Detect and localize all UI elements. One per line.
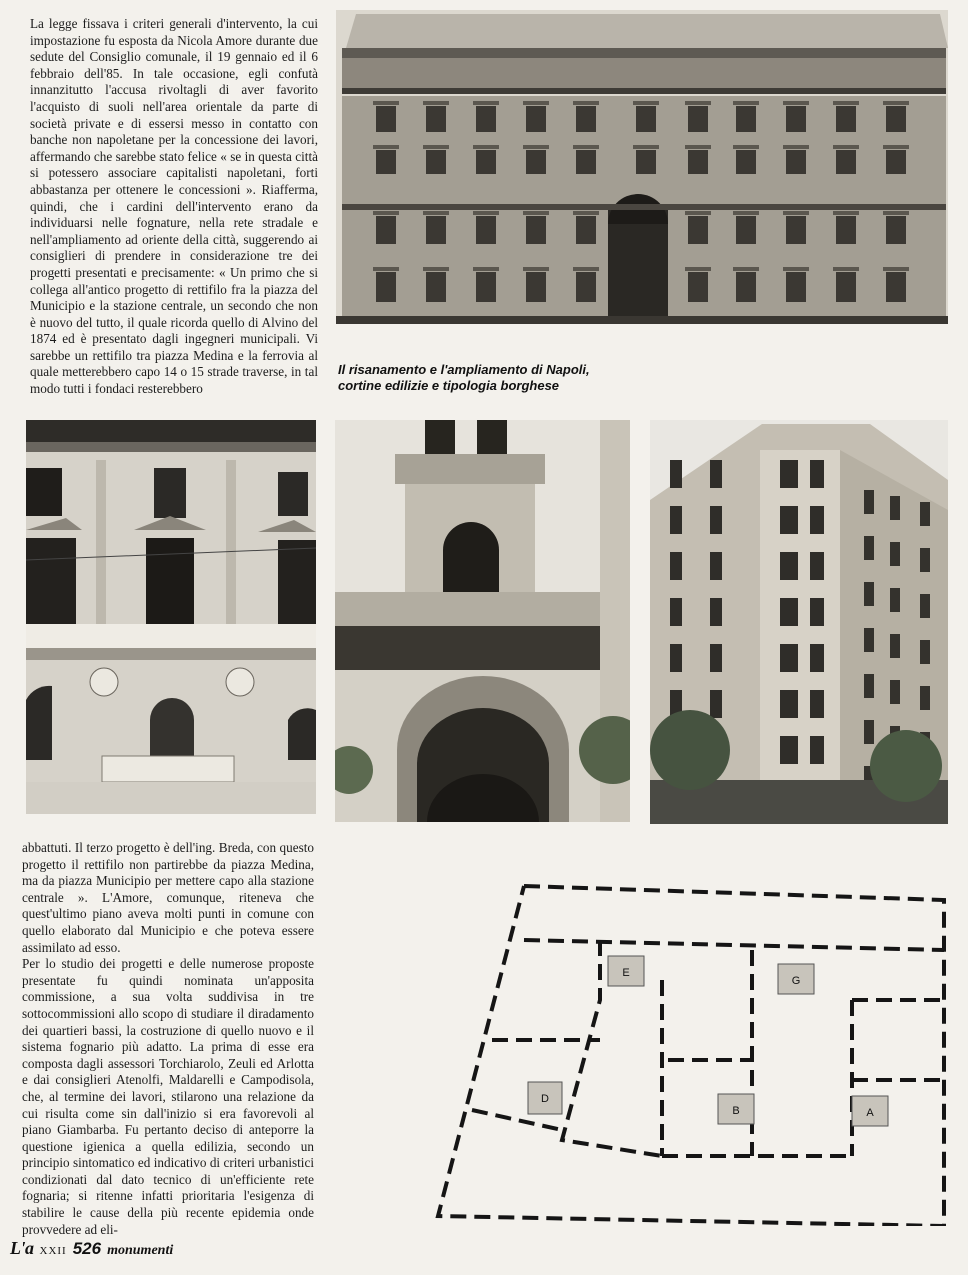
page-number: 526 <box>72 1239 102 1258</box>
article-column-bottom <box>22 840 314 1238</box>
article-column-top <box>30 16 318 398</box>
plan-label-a: A <box>866 1107 874 1119</box>
paragraph: abbattuti. Il terzo progetto è dell'ing. Breda, con questo progetto il rettifilo non partirebbe da piazza Medina, ma da piazza Municipio per mettere capo alla stazione centrale ». L'Amore, comunque, riteneva che quest'ultimo piano aveva molti punti in comune con quello elaborato dal Municipio e che poteva essere assimilato ad esso. <box>22 840 314 955</box>
paragraph: La legge fissava i criteri generali d'intervento, la cui impostazione fu esposta da Nicola Amore durante due sedute del Consiglio comunale, il 19 gennaio ed il 6 febbraio dell'85. In tale occasione, egli confutà innanzitutto l'accusa rivoltagli di aver favorito l'acquisto di suoli nell'area orientale da parte di società private e di essersi messo in contatto con banche non napoletane per la concessione dei lavori, affermando che sarebbe stato felice « se in questa città si potessero associare capitalisti napoletani, forti abbastanza per ottenere le concessioni ». Riafferma, quindi, che i cardini dell'intervento erano da individuarsi nelle fognature, nella rete stradale e nell'ampliamento ad oriente della città, suggerendo ai consiglieri di prendere in considerazione tre dei progetti presentati e precisamente: « Un primo che si collega all'antico progetto di rettifilo fra la piazza del Municipio e la stazione centrale, un secondo che non è nuovo del tutto, il quale ricorda quello di Alvino del 1874 ed è presentato dagli ingegneri municipali. Vi sarebbe un rettifilo tra piazza Medina e la ferrovia al quale metterebbero capo 14 o 15 strade traverse, in tal modo tutti i fondaci resterebbero <box>30 16 318 397</box>
plan-label-g: G <box>791 975 801 987</box>
caption-line-2: cortine edilizie e tipologia borghese <box>338 378 560 393</box>
volume-number: XXII <box>39 1245 67 1257</box>
page-footer <box>10 1238 173 1259</box>
plan-label-e: E <box>622 967 630 979</box>
photo-window-detail <box>26 420 316 814</box>
floor-plan-drawing <box>432 880 948 1226</box>
plan-label-b: B <box>732 1105 740 1117</box>
caption-line-1: Il risanamento e l'ampliamento di Napoli, <box>338 362 590 377</box>
photo-portal-detail <box>335 420 630 822</box>
section-name: monumenti <box>107 1243 174 1258</box>
facade-engraving <box>336 10 948 324</box>
plan-label-d: D <box>541 1093 549 1105</box>
photo-corner-building <box>650 420 948 824</box>
paragraph: Per lo studio dei progetti e delle numerose proposte presentate fu quindi nominata un'apposita commissione, a sua volta suddivisa in tre sottocommissioni allo scopo di studiare il diradamento dei quartieri bassi, la costruzione di quello nuovo e il sistema fognario più adatto. La prima di esse era composta dagli assessori Torchiarolo, Zeuli ed Arlotta e dai consiglieri Atenolfi, Maldarelli e Campodisola, che, al termine dei lavori, stilarono una relazione da cui risulta come sin dall'inizio si era favorevoli al piano Giambarba. Fu pertanto deciso di anteporre la questione igienica a quella edilizia, secondo un principio sintomatico ed indicativo di criteri urbanistici condizionati dal dato tecnico di un'efficiente rete fognaria; si ritenne infatti prioritaria l'esigenza di stabilire le cause della più recente epidemia onde provvedere ad eli- <box>22 956 314 1237</box>
magazine-logo: L'a <box>10 1238 34 1258</box>
figure-caption <box>338 362 698 394</box>
